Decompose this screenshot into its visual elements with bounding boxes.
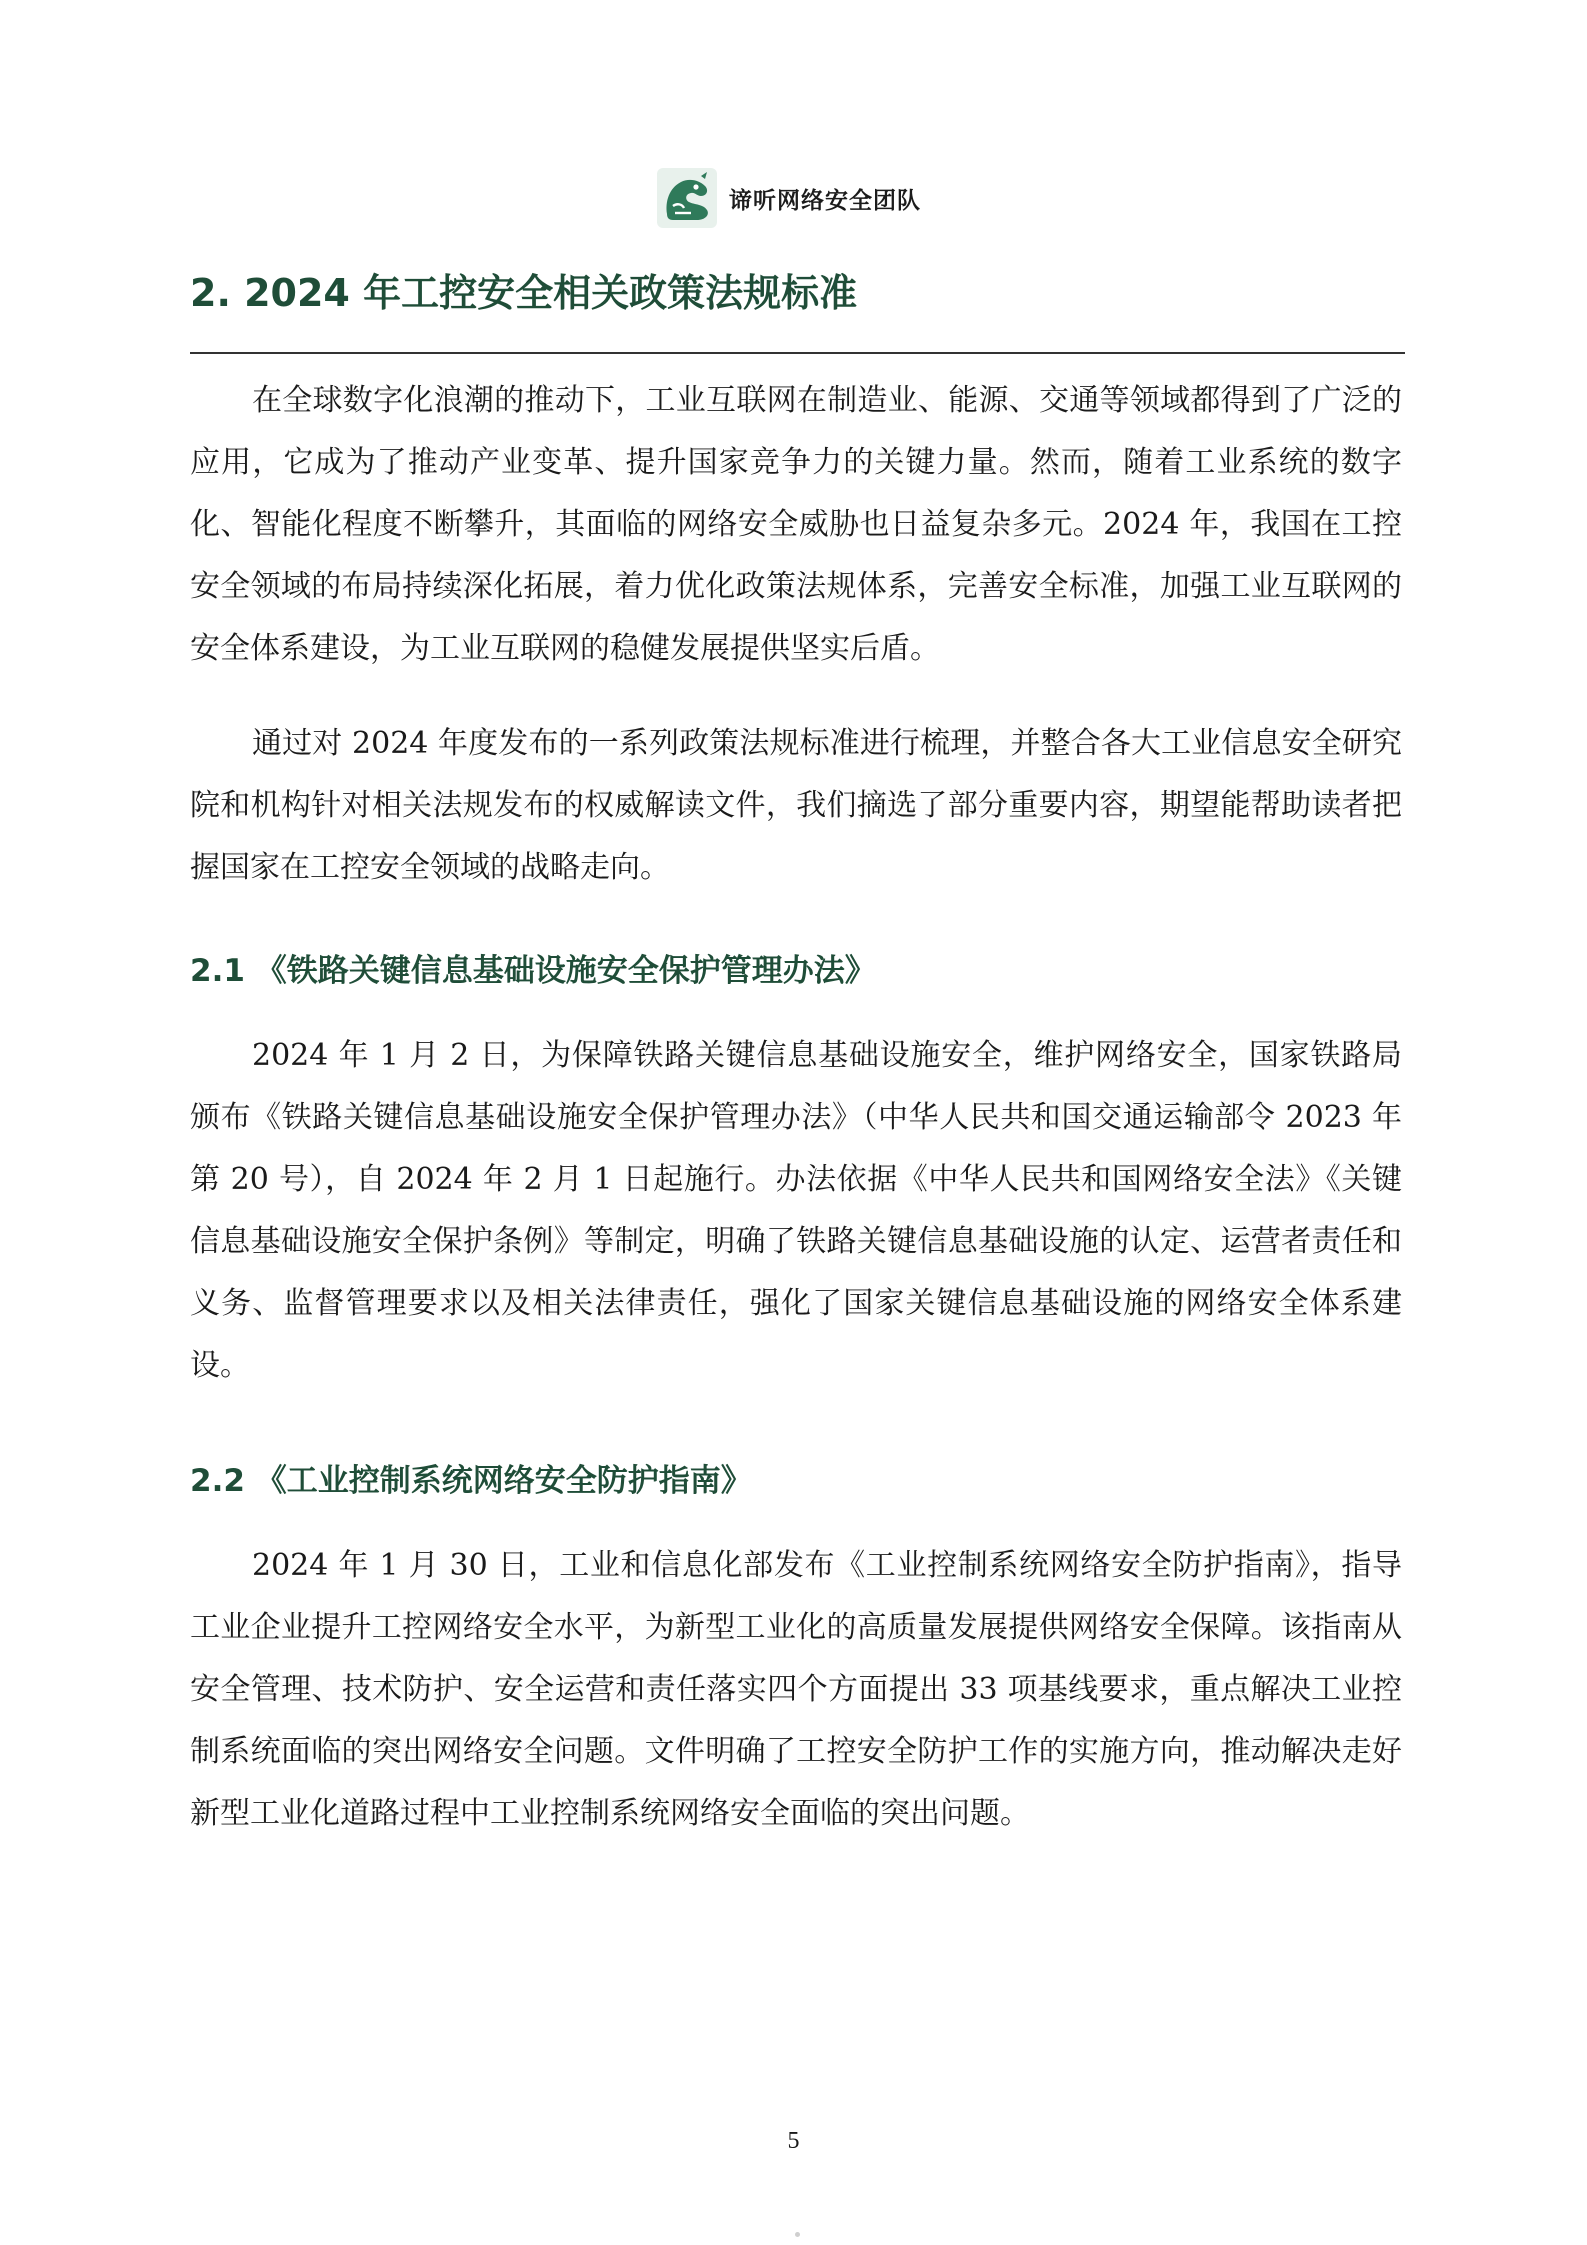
subsection-title-2-2: 2.2 《工业控制系统网络安全防护指南》 bbox=[190, 1463, 752, 1499]
scan-dot bbox=[795, 2232, 800, 2237]
intro-paragraph-1: 在全球数字化浪潮的推动下，工业互联网在制造业、能源、交通等领域都得到了广泛的应用，它成为了推动产业变革、提升国家竞争力的关键力量。然而，随着工业系统的数字化、智能化程度不断攀升，其面临的网络安全威胁也日益复杂多元。2024 年，我国在工控安全领域的布局持续深化拓展，着力优化政策法规体系，完善安全标准，加强工业互联网的安全体系建设，为工业互联网的稳健发展提供坚实后盾。 bbox=[190, 383, 1402, 666]
intro-paragraph-2: 通过对 2024 年度发布的一系列政策法规标准进行梳理，并整合各大工业信息安全研究院和机构针对相关法规发布的权威解读文件，我们摘选了部分重要内容，期望能帮助读者把握国家在工控安全领域的战略走向。 bbox=[190, 726, 1402, 885]
subsection-title-2-1: 2.1 《铁路关键信息基础设施安全保护管理办法》 bbox=[190, 953, 876, 989]
team-name: 谛听网络安全团队 bbox=[729, 187, 921, 214]
subsection-paragraph-2-2: 2024 年 1 月 30 日，工业和信息化部发布《工业控制系统网络安全防护指南》，指导工业企业提升工控网络安全水平，为新型工业化的高质量发展提供网络安全保障。该指南从安全管理、技术防护、安全运营和责任落实四个方面提出 33 项基线要求，重点解决工业控制系统面临的突出网络安全问题。文件明确了工控安全防护工作的实施方向，推动解决走好新型工业化道路过程中工业控制系统网络安全面临的突出问题。 bbox=[190, 1548, 1402, 1831]
beast-logo-icon bbox=[655, 166, 719, 230]
page-number: 5 bbox=[787, 2128, 800, 2154]
section-title: 2. 2024 年工控安全相关政策法规标准 bbox=[190, 271, 858, 315]
subsection-paragraph-2-1: 2024 年 1 月 2 日，为保障铁路关键信息基础设施安全，维护网络安全，国家铁路局颁布《铁路关键信息基础设施安全保护管理办法》（中华人民共和国交通运输部令 2023 年第 20 号），自 2024 年 2 月 1 日起施行。办法依据《中华人民共和国网络安全法》《关键信息基础设施安全保护条例》等制定，明确了铁路关键信息基础设施的认定、运营者责任和义务、监督管理要求以及相关法律责任，强化了国家关键信息基础设施的网络安全体系建设。 bbox=[190, 1038, 1402, 1383]
title-divider bbox=[190, 352, 1405, 354]
page-header bbox=[655, 165, 921, 231]
